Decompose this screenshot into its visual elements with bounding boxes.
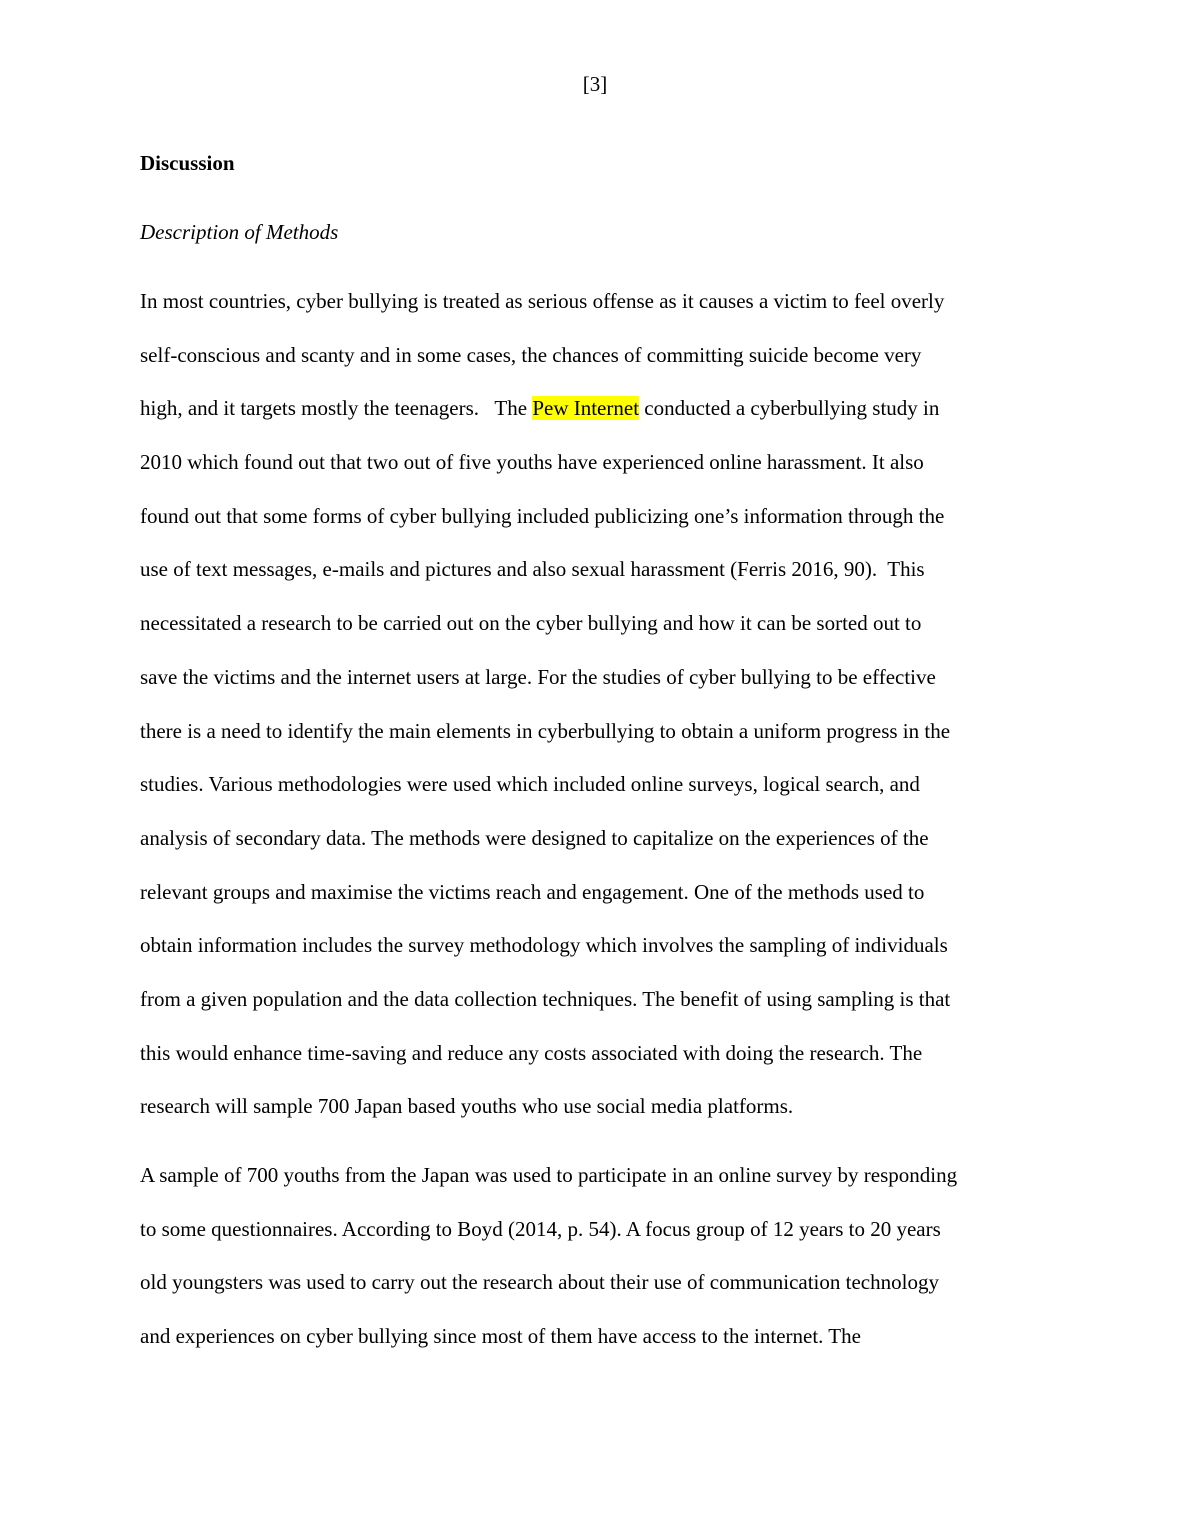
paragraph-line: obtain information includes the survey methodology which involves the sampling of individuals xyxy=(140,933,948,958)
paragraph-line: analysis of secondary data. The methods were designed to capitalize on the experiences of the xyxy=(140,825,929,850)
paragraph-line: and experiences on cyber bullying since most of them have access to the internet. The xyxy=(140,1324,861,1349)
paragraph-spacer xyxy=(140,1145,1050,1160)
paragraph-line: old youngsters was used to carry out the research about their use of communication technology xyxy=(140,1270,939,1295)
paragraph-line: A sample of 700 youths from the Japan was used to participate in an online survey by responding xyxy=(140,1163,958,1187)
highlighted-text: Pew Internet xyxy=(532,396,640,421)
section-heading: Discussion xyxy=(140,151,235,175)
paragraph-line: In most countries, cyber bullying is treated as serious offense as it causes a victim to feel overly xyxy=(140,289,945,313)
paragraph-line xyxy=(140,393,1050,447)
text-run: conducted a cyberbullying study in xyxy=(639,396,940,421)
paragraph-line: found out that some forms of cyber bullying included publicizing one’s information through the xyxy=(140,503,945,528)
paragraph-2 xyxy=(140,1160,1050,1375)
paragraph-line: studies. Various methodologies were used which included online surveys, logical search, and xyxy=(140,772,920,797)
paragraph-line: use of text messages, e-mails and pictures and also sexual harassment (Ferris 2016, 90). This xyxy=(140,557,925,582)
paragraph-line: save the victims and the internet users at large. For the studies of cyber bullying to be effective xyxy=(140,664,936,689)
paragraph-1 xyxy=(140,286,1050,1145)
paragraph-line: this would enhance time-saving and reduce any costs associated with doing the research. The xyxy=(140,1040,923,1065)
page-number: [3] xyxy=(582,72,608,96)
text-run: high, and it targets mostly the teenagers. The xyxy=(140,396,533,421)
document-body xyxy=(140,148,1050,1375)
paragraph-line: to some questionnaires. According to Boyd (2014, p. 54). A focus group of 12 years to 20 years xyxy=(140,1216,941,1241)
paragraph-line: there is a need to identify the main elements in cyberbullying to obtain a uniform progress in the xyxy=(140,718,951,743)
paragraph-line: from a given population and the data collection techniques. The benefit of using sampling is that xyxy=(140,986,951,1011)
paragraph-line: necessitated a research to be carried out on the cyber bullying and how it can be sorted out to xyxy=(140,611,922,636)
section-subheading: Description of Methods xyxy=(140,220,339,244)
paragraph-line: relevant groups and maximise the victims reach and engagement. One of the methods used to xyxy=(140,879,925,904)
paragraph-line: self-conscious and scanty and in some cases, the chances of committing suicide become very xyxy=(140,342,922,367)
paragraph-line: research will sample 700 Japan based youths who use social media platforms. xyxy=(140,1094,794,1119)
paragraph-line: 2010 which found out that two out of five youths have experienced online harassment. It also xyxy=(140,450,924,475)
